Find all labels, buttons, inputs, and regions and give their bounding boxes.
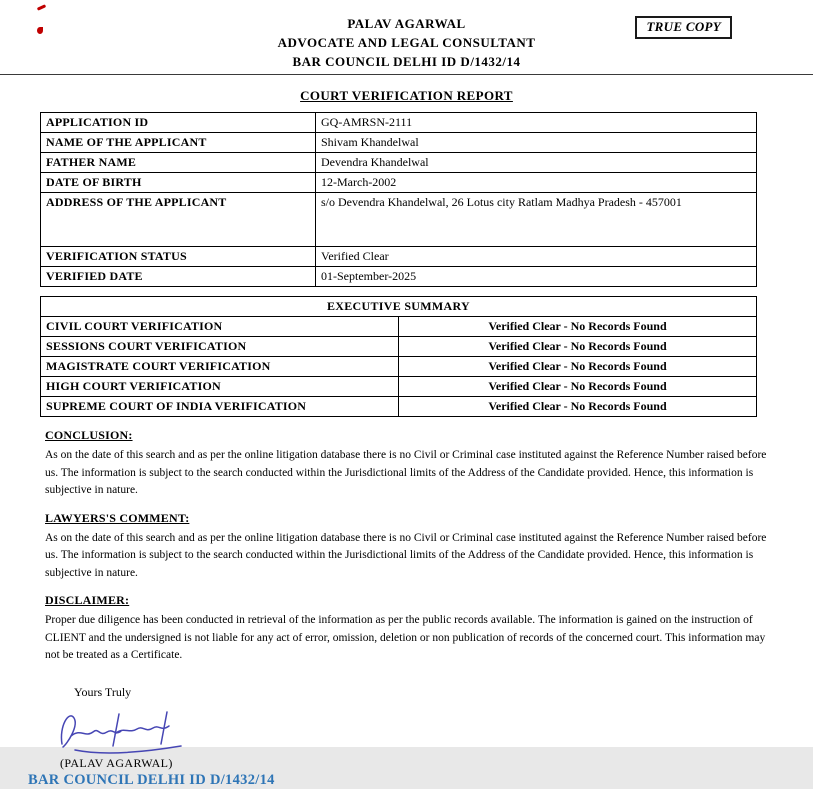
executive-summary-title: EXECUTIVE SUMMARY — [41, 297, 757, 317]
summary-value: Verified Clear - No Records Found — [399, 357, 757, 377]
signature — [55, 704, 813, 756]
detail-value: Verified Clear — [316, 247, 757, 267]
table-row — [41, 357, 757, 377]
lawyers-comment-section — [45, 511, 769, 583]
disclaimer-heading: DISCLAIMER: — [45, 593, 130, 607]
letterhead-name: PALAV AGARWAL — [347, 16, 466, 31]
table-row — [41, 267, 757, 287]
true-copy-stamp — [635, 16, 732, 39]
table-row — [41, 317, 757, 337]
detail-label: DATE OF BIRTH — [41, 173, 316, 193]
footer-bar-id: BAR COUNCIL DELHI ID D/1432/14 — [28, 771, 275, 788]
lawyers-comment-heading: LAWYERS'S COMMENT: — [45, 510, 190, 525]
red-pen-mark — [37, 27, 43, 34]
table-row — [41, 173, 757, 193]
detail-label: ADDRESS OF THE APPLICANT — [41, 193, 316, 247]
summary-label: HIGH COURT VERIFICATION — [41, 377, 399, 397]
detail-label: VERIFIED DATE — [41, 267, 316, 287]
detail-value: s/o Devendra Khandelwal, 26 Lotus city Ratlam Madhya Pradesh - 457001 — [316, 193, 757, 247]
table-row — [41, 113, 757, 133]
summary-value: Verified Clear - No Records Found — [399, 337, 757, 357]
table-row — [41, 133, 757, 153]
applicant-details-table — [40, 112, 757, 287]
table-row — [41, 247, 757, 267]
conclusion-section — [45, 428, 769, 500]
conclusion-body: As on the date of this search and as per the online litigation database there is no Civil or Criminal case instituted against the Reference Number raised before us. The information is subject to the search conducted within the Jurisdictional limits of the Address of the Candidate provided. Hence, this information is subjective in nature. — [45, 449, 767, 496]
letterhead-bar-id: BAR COUNCIL DELHI ID D/1432/14 — [292, 54, 521, 69]
detail-value: Devendra Khandelwal — [316, 153, 757, 173]
table-row — [41, 297, 757, 317]
true-copy-stamp-label: TRUE COPY — [646, 19, 721, 34]
table-row — [41, 397, 757, 417]
detail-value: GQ-AMRSN-2111 — [316, 113, 757, 133]
summary-label: SESSIONS COURT VERIFICATION — [41, 337, 399, 357]
signatory-name: (PALAV AGARWAL) — [60, 755, 173, 770]
summary-value: Verified Clear - No Records Found — [399, 317, 757, 337]
table-row — [41, 193, 757, 247]
summary-label: SUPREME COURT OF INDIA VERIFICATION — [41, 397, 399, 417]
detail-value: 01-September-2025 — [316, 267, 757, 287]
table-row — [41, 377, 757, 397]
summary-value: Verified Clear - No Records Found — [399, 397, 757, 417]
table-row — [41, 337, 757, 357]
signature-image — [55, 704, 195, 756]
header-divider — [0, 74, 813, 75]
summary-value: Verified Clear - No Records Found — [399, 377, 757, 397]
summary-label: CIVIL COURT VERIFICATION — [41, 317, 399, 337]
lawyers-comment-body: As on the date of this search and as per the online litigation database there is no Civil or Criminal case instituted against the Reference Number raised before us. The information is subject to the search conducted within the Jurisdictional limits of the Address of the Candidate provided. Hence, this information is subjective in nature. — [45, 531, 767, 579]
detail-value: 12-March-2002 — [316, 173, 757, 193]
table-row — [41, 153, 757, 173]
detail-value: Shivam Khandelwal — [316, 133, 757, 153]
report-title: COURT VERIFICATION REPORT — [300, 88, 513, 103]
detail-label: FATHER NAME — [41, 153, 316, 173]
summary-label: MAGISTRATE COURT VERIFICATION — [41, 357, 399, 377]
detail-label: VERIFICATION STATUS — [41, 247, 316, 267]
executive-summary-table — [40, 296, 757, 417]
salutation: Yours Truly — [74, 684, 132, 699]
letterhead-designation: ADVOCATE AND LEGAL CONSULTANT — [277, 35, 536, 50]
detail-label: NAME OF THE APPLICANT — [41, 133, 316, 153]
detail-label: APPLICATION ID — [41, 113, 316, 133]
disclaimer-section — [45, 593, 769, 665]
conclusion-heading: CONCLUSION: — [45, 428, 133, 442]
disclaimer-body: Proper due diligence has been conducted in retrieval of the information as per the public records available. The information is gained on the instruction of CLIENT and the undersigned is not liable for any act of error, omission, deletion or non publication of records of the concerned court. This information may not be treated as a Certificate. — [45, 614, 766, 661]
